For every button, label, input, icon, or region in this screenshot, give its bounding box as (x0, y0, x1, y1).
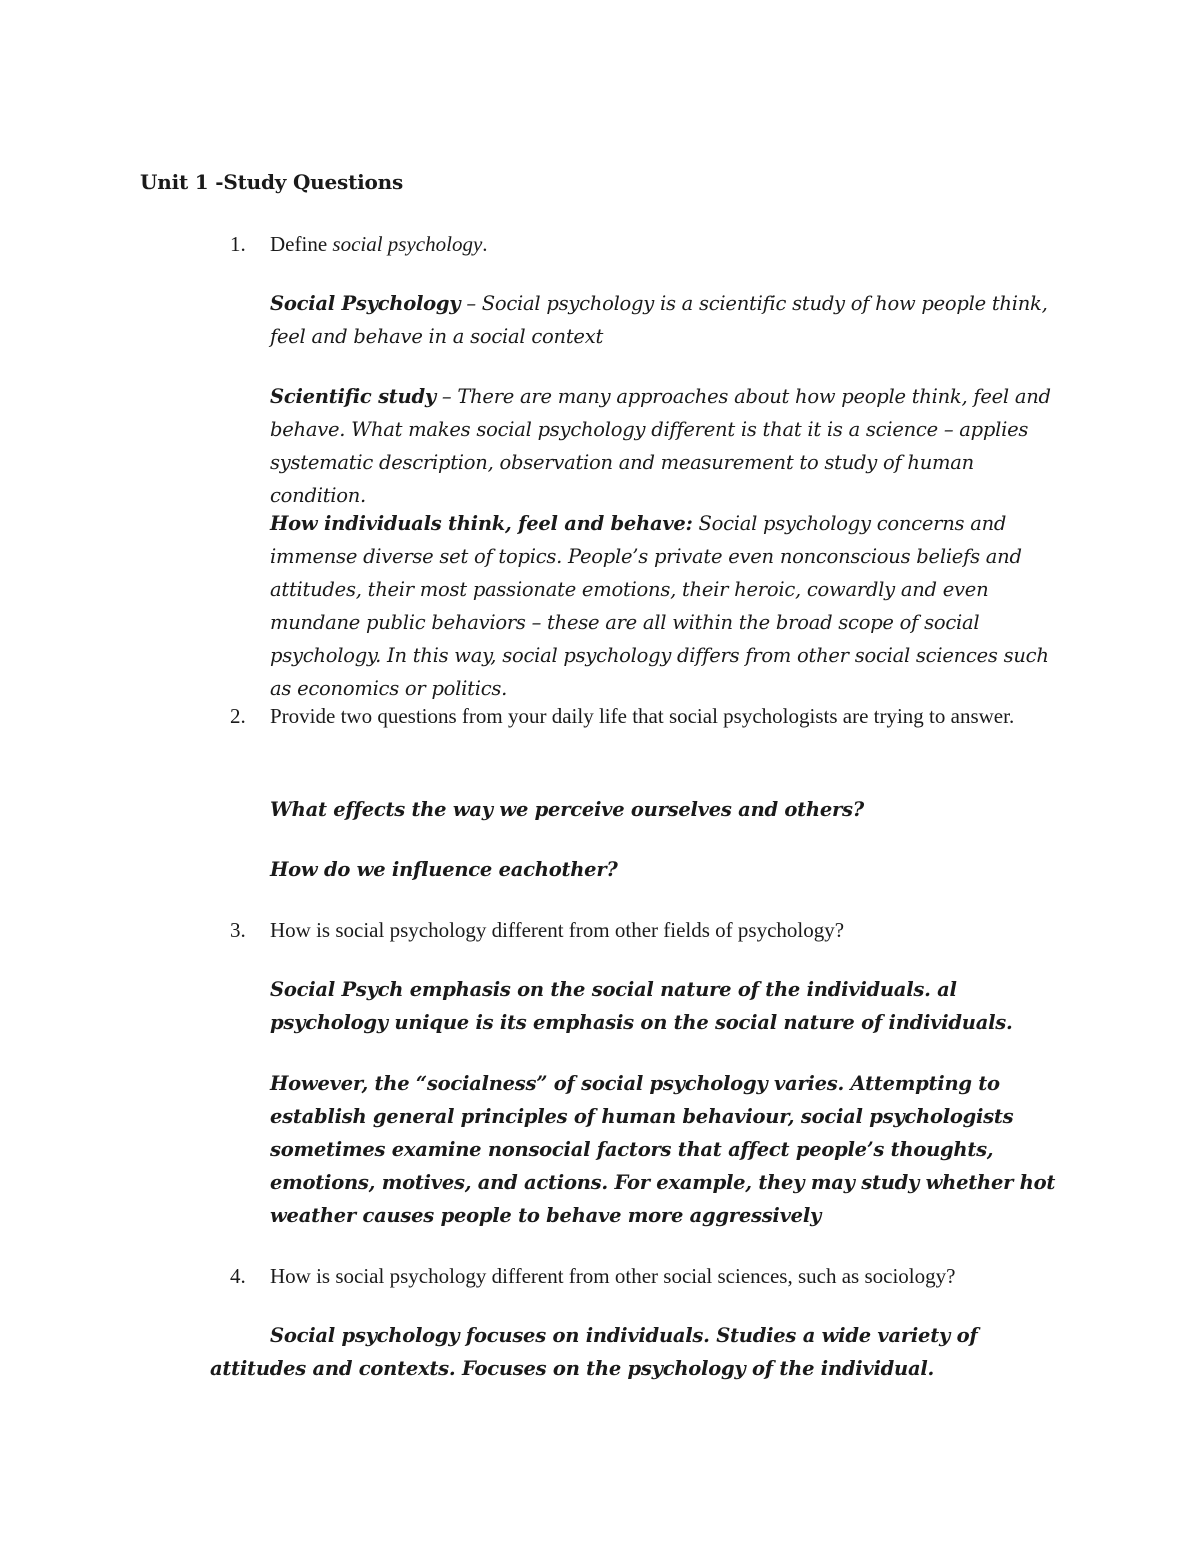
answer-lead-term: Scientific study (270, 385, 436, 408)
question-number: 2. (230, 704, 246, 728)
question-text: Provide two questions from your daily life that social psychologists are trying to answer. (270, 704, 1015, 728)
question-1 (230, 228, 1060, 261)
emphasized-term: social psychology (332, 232, 483, 256)
answer-text: – There are many approaches about how people think, feel and behave. What makes social psychology different is that it is a science – applies systematic description, observation and measurement to study of human condition. (270, 385, 1051, 507)
answer-lead-term: Social Psychology (270, 292, 461, 315)
question-4 (230, 1260, 1060, 1293)
answer-1-definition (270, 287, 1070, 353)
answer-3-second: However, the “socialness” of social psychology varies. Attempting to establish general principles of human behaviour, social psychologists sometimes examine nonsocial factors that affect people’s thoughts, emotions, motives, and actions. For example, they may study whether hot weather causes people to behave more aggressively (270, 1072, 1056, 1227)
question-number: 3. (230, 918, 246, 942)
question-number: 1. (230, 232, 246, 256)
question-number: 4. (230, 1264, 246, 1288)
page-title: Unit 1 -Study Questions (140, 170, 404, 194)
question-text: How is social psychology different from other fields of psychology? (270, 918, 845, 942)
question-3 (230, 914, 1060, 947)
answer-text: Social psychology concerns and immense diverse set of topics. People’s private even nonconscious beliefs and attitudes, their most passionate emotions, their heroic, cowardly and even mundane public behaviors – these are all within the broad scope of social psychology. In this way, social psychology differs from other social sciences such as economics or politics. (270, 512, 1049, 700)
answer-2-second: How do we influence eachother? (270, 858, 618, 881)
answer-lead-term: How individuals think, feel and behave: (270, 512, 693, 535)
question-text: Define social psychology. (270, 232, 488, 256)
answer-1-scientific-study (270, 380, 1070, 512)
answer-text: – Social psychology is a scientific study of how people think, feel and behave in a social context (270, 292, 1048, 348)
answer-3-first: Social Psych emphasis on the social nature of the individuals. al psychology unique is its emphasis on the social nature of individuals. (270, 978, 1013, 1034)
answer-1-think-feel-behave (270, 507, 1070, 705)
question-text: How is social psychology different from other social sciences, such as sociology? (270, 1264, 956, 1288)
answer-4: Social psychology focuses on individuals. Studies a wide variety of attitudes and contexts. Focuses on the psychology of the individual. (210, 1324, 978, 1380)
question-2 (230, 700, 1060, 733)
answer-2-first: What effects the way we perceive ourselves and others? (270, 798, 864, 821)
